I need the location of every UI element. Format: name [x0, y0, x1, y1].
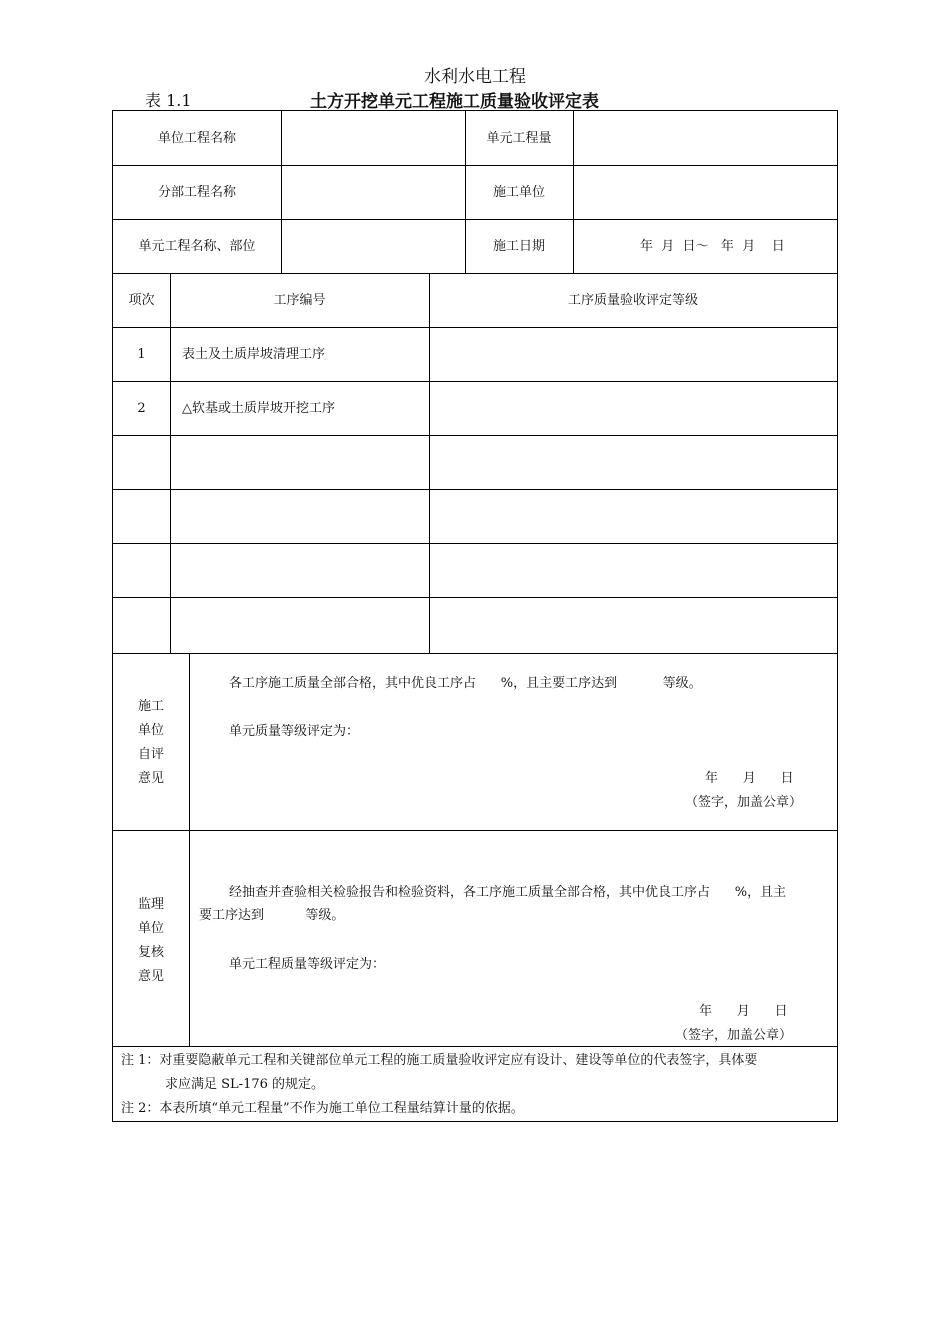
- self-eval-grade-label: 单元质量等级评定为：: [229, 724, 360, 739]
- row-divider: [113, 489, 837, 490]
- side-label-char: 监理: [137, 897, 164, 912]
- side-label-char: 意见: [137, 771, 164, 786]
- self-eval-statement: 各工序施工质量全部合格，其中优良工序占 %，且主要工序达到 等级。: [229, 676, 702, 691]
- process-name: △软基或土质岸坡开挖工序: [182, 401, 335, 416]
- evaluation-form-table: [112, 110, 838, 1122]
- row-divider: [113, 435, 837, 436]
- table-number: 表 1.1: [145, 91, 192, 110]
- col-divider: [281, 111, 282, 273]
- branch-project-name-label: 分部工程名称: [157, 185, 236, 200]
- supervisor-eval-date: 年 月 日: [699, 1004, 788, 1019]
- row-number: 1: [137, 347, 146, 362]
- col-header-item: 项次: [128, 293, 155, 308]
- col-header-grade: 工序质量验收评定等级: [567, 293, 698, 308]
- note-2: 注 2：本表所填“单元工程量”不作为施工单位工程量结算计量的依据。: [121, 1101, 524, 1116]
- note-1: 注 1：对重要隐蔽单元工程和关键部位单元工程的施工质量验收评定应有设计、建设等单位的代表签字，具体要: [121, 1053, 758, 1068]
- side-label-char: 单位: [137, 723, 164, 738]
- col-divider: [170, 273, 171, 653]
- construction-date-value: 年 月 日～ 年 月 日: [640, 239, 785, 254]
- supervisor-eval-statement: 经抽查并查验相关检验报告和检验资料，各工序施工质量全部合格，其中优良工序占 %，且主: [229, 885, 787, 900]
- supervisor-eval-side-label: [113, 893, 189, 989]
- side-label-char: 单位: [137, 921, 164, 936]
- col-header-process: 工序编号: [273, 293, 326, 308]
- row-divider: [113, 597, 837, 598]
- row-divider: [113, 543, 837, 544]
- row-divider: [113, 273, 837, 274]
- col-divider: [189, 653, 190, 1046]
- note-1-cont: 求应满足 SL-176 的规定。: [165, 1077, 325, 1092]
- row-divider: [113, 830, 837, 831]
- side-label-char: 施工: [137, 699, 164, 714]
- construction-unit-label: 施工单位: [492, 185, 545, 200]
- unit-project-name-label: 单位工程名称: [157, 131, 236, 146]
- row-divider: [113, 653, 837, 654]
- construction-date-label: 施工日期: [492, 239, 545, 254]
- row-number: 2: [137, 401, 146, 416]
- unit-element-quantity-label: 单元工程量: [486, 131, 552, 146]
- col-divider: [429, 273, 430, 653]
- document-org-heading: 水利水电工程: [424, 67, 526, 87]
- side-label-char: 复核: [137, 945, 164, 960]
- row-divider: [113, 381, 837, 382]
- supervisor-eval-grade-label: 单元工程质量等级评定为：: [229, 957, 386, 972]
- self-eval-signature: （签字，加盖公章）: [685, 795, 803, 810]
- row-divider: [113, 327, 837, 328]
- self-eval-side-label: [113, 695, 189, 791]
- row-divider: [113, 219, 837, 220]
- side-label-char: 自评: [137, 747, 164, 762]
- side-label-char: 意见: [137, 969, 164, 984]
- process-name: 表土及土质岸坡清理工序: [182, 347, 326, 362]
- element-name-location-label: 单元工程名称、部位: [138, 239, 256, 254]
- form-title: 土方开挖单元工程施工质量验收评定表: [310, 92, 599, 112]
- self-eval-date: 年 月 日: [705, 771, 794, 786]
- row-divider: [113, 165, 837, 166]
- supervisor-eval-signature: （签字，加盖公章）: [675, 1028, 793, 1043]
- col-divider: [573, 111, 574, 273]
- row-divider: [113, 1046, 837, 1047]
- supervisor-eval-statement-cont: 要工序达到 等级。: [199, 908, 345, 923]
